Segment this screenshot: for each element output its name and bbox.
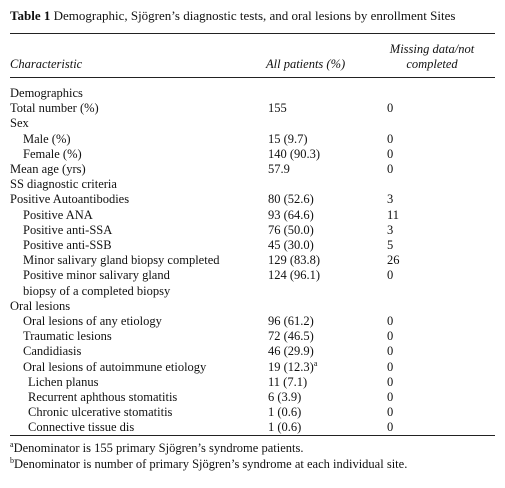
row-label: Traumatic lesions (23, 329, 112, 344)
missing-cell: 0 (387, 420, 394, 435)
all-patients-value: 72 (46.5) (268, 329, 314, 344)
all-patients-value: 46 (29.9) (268, 344, 314, 359)
all-patients-value: 57.9 (268, 162, 290, 176)
all-patients-value: 129 (83.8) (268, 253, 321, 268)
row-label: Oral lesions of autoimmune etiology (23, 359, 207, 374)
missing-cell: 3 (387, 192, 394, 207)
missing-cell: 11 (387, 207, 400, 222)
missing-cell: 0 (387, 131, 394, 146)
all-patients-value: 93 (64.6) (268, 207, 314, 222)
top-rule (10, 33, 495, 34)
all-patients-cell (268, 132, 308, 147)
missing-cell: 0 (387, 344, 394, 359)
row-label: Recurrent aphthous stomatitis (28, 390, 178, 404)
missing-cell: 0 (387, 329, 394, 344)
missing-cell: 26 (387, 253, 400, 268)
footnote-mark: a (10, 439, 14, 449)
all-patients-cell (268, 405, 301, 420)
all-patients-value: 11 (7.1) (268, 374, 308, 389)
header-all-patients: All patients (%) (266, 57, 346, 71)
all-patients-cell (268, 253, 320, 268)
all-patients-value: 80 (52.6) (268, 192, 314, 207)
header-missing: Missing data/not completed (389, 42, 475, 71)
row-label: Positive anti-SSA (23, 222, 113, 237)
header-characteristic: Characteristic (10, 57, 83, 71)
footnote-mark: b (10, 455, 14, 465)
footnote-ref: a (313, 358, 318, 368)
row-label: Demographics (10, 86, 83, 100)
missing-cell: 0 (387, 268, 394, 283)
row-label: Connective tissue dis (28, 420, 135, 435)
header-rule (10, 77, 495, 78)
footnote-b (10, 457, 407, 472)
all-patients-value: 76 (50.0) (268, 222, 314, 237)
missing-cell: 0 (387, 101, 394, 116)
all-patients-cell (268, 329, 314, 344)
row-label: biopsy of a completed biopsy (23, 283, 171, 298)
all-patients-cell (268, 147, 320, 162)
all-patients-value: 1 (0.6) (268, 405, 302, 420)
table-caption (10, 8, 455, 24)
missing-cell: 0 (387, 162, 394, 176)
all-patients-cell (268, 344, 314, 359)
row-label: SS diagnostic criteria (10, 177, 117, 192)
row-label: Male (%) (23, 131, 71, 146)
all-patients-value: 140 (90.3) (268, 146, 321, 161)
all-patients-cell (268, 360, 317, 375)
all-patients-value: 6 (3.9) (268, 390, 302, 404)
all-patients-value: 45 (30.0) (268, 238, 314, 252)
table-title: Demographic, Sjögren’s diagnostic tests, and oral lesions by enrollment Sites (53, 8, 456, 23)
row-label: Sex (10, 116, 29, 131)
row-label: Oral lesions of any etiology (23, 314, 162, 328)
footnote-text: Denominator is 155 primary Sjögren’s syndrome patients. (13, 441, 304, 455)
table-number: Table 1 (10, 8, 51, 23)
all-patients-cell (268, 238, 314, 253)
all-patients-value: 1 (0.6) (268, 420, 302, 435)
footnote-a (10, 441, 303, 456)
missing-cell: 0 (387, 405, 394, 420)
all-patients-cell (268, 390, 301, 405)
row-label: Positive minor salivary gland (23, 268, 170, 283)
row-label: Minor salivary gland biopsy completed (23, 253, 220, 268)
all-patients-cell (268, 314, 314, 329)
all-patients-value: 19 (12.3) (268, 359, 314, 374)
missing-cell: 0 (387, 314, 394, 328)
all-patients-cell (268, 208, 314, 223)
missing-cell: 0 (387, 374, 394, 389)
row-label: Candidiasis (23, 344, 82, 359)
missing-cell: 0 (387, 146, 394, 161)
row-label: Positive anti-SSB (23, 238, 112, 252)
all-patients-cell (268, 375, 307, 390)
row-label: Lichen planus (28, 374, 99, 389)
row-label: Total number (%) (10, 101, 99, 116)
row-label: Positive Autoantibodies (10, 192, 130, 207)
missing-cell: 0 (387, 359, 394, 374)
all-patients-value: 15 (9.7) (268, 131, 308, 146)
all-patients-value: 96 (61.2) (268, 314, 314, 328)
all-patients-cell (268, 162, 290, 177)
all-patients-cell (268, 268, 320, 283)
all-patients-cell (268, 420, 301, 435)
row-label: Mean age (yrs) (10, 162, 86, 176)
missing-cell: 0 (387, 390, 394, 404)
row-label: Oral lesions (10, 298, 71, 313)
all-patients-cell (268, 101, 287, 116)
all-patients-cell (268, 223, 314, 238)
all-patients-value: 155 (268, 101, 287, 116)
row-label: Chronic ulcerative stomatitis (28, 405, 173, 420)
row-label: Female (%) (23, 146, 82, 161)
row-label: Positive ANA (23, 207, 93, 222)
missing-cell: 3 (387, 222, 394, 237)
footnote-text: Denominator is number of primary Sjögren’s syndrome at each individual site. (14, 457, 408, 471)
bottom-rule (10, 435, 495, 436)
all-patients-cell (268, 192, 314, 207)
all-patients-value: 124 (96.1) (268, 268, 321, 283)
missing-cell: 5 (387, 238, 394, 252)
